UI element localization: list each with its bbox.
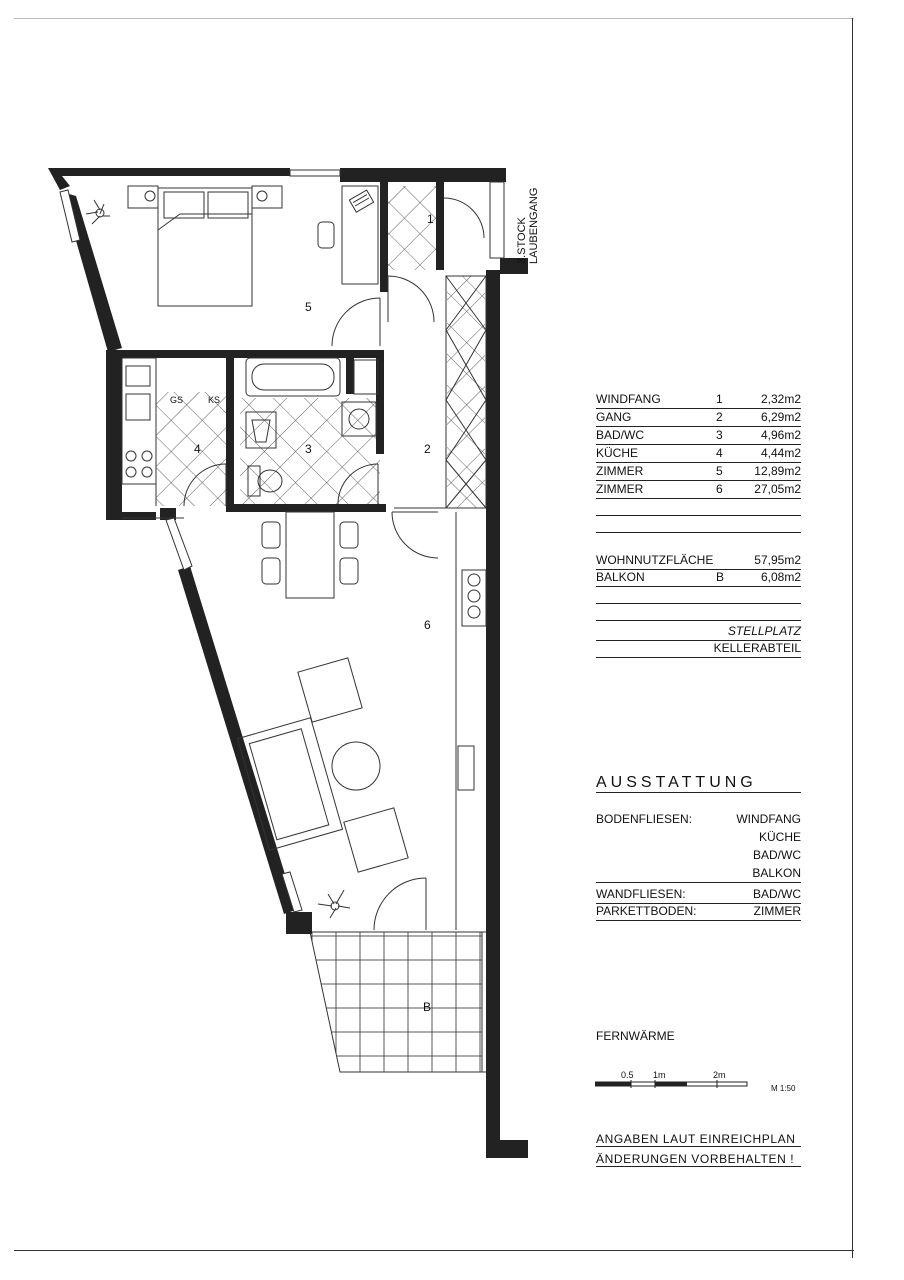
- balcony-area: 6,08m2: [760, 570, 801, 584]
- laptop-icon: [349, 190, 373, 212]
- floor-tiles-room: KÜCHE: [758, 830, 801, 844]
- room-no: 1: [716, 392, 723, 406]
- kitchen-label-ks: KS: [208, 395, 221, 405]
- balcony-row: [596, 569, 801, 587]
- table-row: [596, 427, 801, 445]
- room-area: 2,32m2: [760, 392, 801, 406]
- total-area: 57,95m2: [754, 553, 801, 567]
- parking-row: [596, 623, 801, 641]
- gang-cabinet-tiles: [447, 276, 485, 508]
- equipment-heading: AUSSTATTUNG: [596, 774, 757, 791]
- room-no: 6: [716, 482, 723, 496]
- balcony-tiles: [310, 932, 482, 1072]
- room-name: ZIMMER: [596, 464, 644, 478]
- room-number-2: 2: [424, 442, 431, 456]
- floor-tiles-room: BALKON: [752, 866, 801, 880]
- table-row: [596, 481, 801, 499]
- divider: [596, 620, 801, 621]
- table-row: [596, 463, 801, 481]
- parquet-label: PARKETTBODEN:: [596, 904, 697, 918]
- balcony-label: BALKON: [596, 570, 645, 584]
- room-name: ZIMMER: [596, 482, 644, 496]
- scale-mark-half: 0.5: [621, 1070, 634, 1080]
- scale-ratio: M 1:50: [771, 1084, 796, 1093]
- table-row: [596, 409, 801, 427]
- room-number-5: 5: [305, 300, 312, 314]
- room-name: BAD/WC: [596, 428, 644, 442]
- floor-tiles-room: WINDFANG: [736, 812, 801, 826]
- divider: [596, 532, 801, 533]
- access-label-floor: 3.STOCK: [516, 217, 528, 264]
- table-row: [596, 391, 801, 409]
- windfang-tiles: [388, 186, 436, 270]
- room-no: 2: [716, 410, 723, 424]
- room-no: 5: [716, 464, 723, 478]
- room-no: 4: [716, 446, 723, 460]
- room-number-1: 1: [427, 212, 434, 226]
- wall-tiles-row: [596, 886, 801, 904]
- coffee-table: [332, 742, 380, 790]
- floor-tiles-label: BODENFLIESEN:: [596, 812, 693, 826]
- room-no: 3: [716, 428, 723, 442]
- divider: [596, 882, 801, 883]
- access-label-gallery: LAUBENGANG: [528, 187, 540, 264]
- room-number-6: 6: [424, 618, 431, 632]
- dining-table: [286, 512, 334, 598]
- room-area: 12,89m2: [754, 464, 801, 478]
- room-name: GANG: [596, 410, 632, 424]
- parking-label: STELLPLATZ: [727, 624, 801, 638]
- room-name: WINDFANG: [596, 392, 661, 406]
- wall-tiles-label: WANDFLIESEN:: [596, 887, 686, 901]
- room-number-b: B: [423, 1000, 432, 1014]
- room-area: 4,96m2: [760, 428, 801, 442]
- double-bed: [158, 188, 252, 306]
- room-name: KÜCHE: [596, 446, 639, 460]
- table-row: [596, 445, 801, 463]
- room-area: 27,05m2: [754, 482, 801, 496]
- scale-mark-1m: 1m: [653, 1070, 666, 1080]
- parquet-row: [596, 903, 801, 921]
- scale-bar-graphic: [595, 1078, 755, 1098]
- kitchen-label-gs: GS: [170, 395, 184, 405]
- divider: [596, 515, 801, 516]
- room-area: 4,44m2: [760, 446, 801, 460]
- windows: [60, 170, 504, 912]
- room-number-3: 3: [305, 442, 312, 456]
- note-line-2: ÄNDERUNGEN VORBEHALTEN !: [596, 1152, 801, 1167]
- balcony-no: B: [716, 570, 725, 584]
- floor-tiles-room: BAD/WC: [753, 848, 801, 862]
- room-number-4: 4: [194, 442, 201, 456]
- kitchen-counter: [122, 358, 156, 484]
- cellar-label: KELLERABTEIL: [713, 641, 801, 655]
- heading-underline: [596, 792, 801, 793]
- parquet-rooms: ZIMMER: [753, 904, 801, 918]
- note-line-1: ANGABEN LAUT EINREICHPLAN: [596, 1132, 801, 1147]
- heating-label: FERNWÄRME: [596, 1029, 675, 1043]
- access-label: [516, 188, 540, 264]
- room-area: 6,29m2: [760, 410, 801, 424]
- total-row: [596, 552, 801, 570]
- total-label: WOHNNUTZFLÄCHE: [596, 553, 714, 567]
- cellar-row: [596, 640, 801, 658]
- divider: [596, 603, 801, 604]
- scale-mark-2m: 2m: [713, 1070, 726, 1080]
- wall-tiles-rooms: BAD/WC: [753, 887, 801, 901]
